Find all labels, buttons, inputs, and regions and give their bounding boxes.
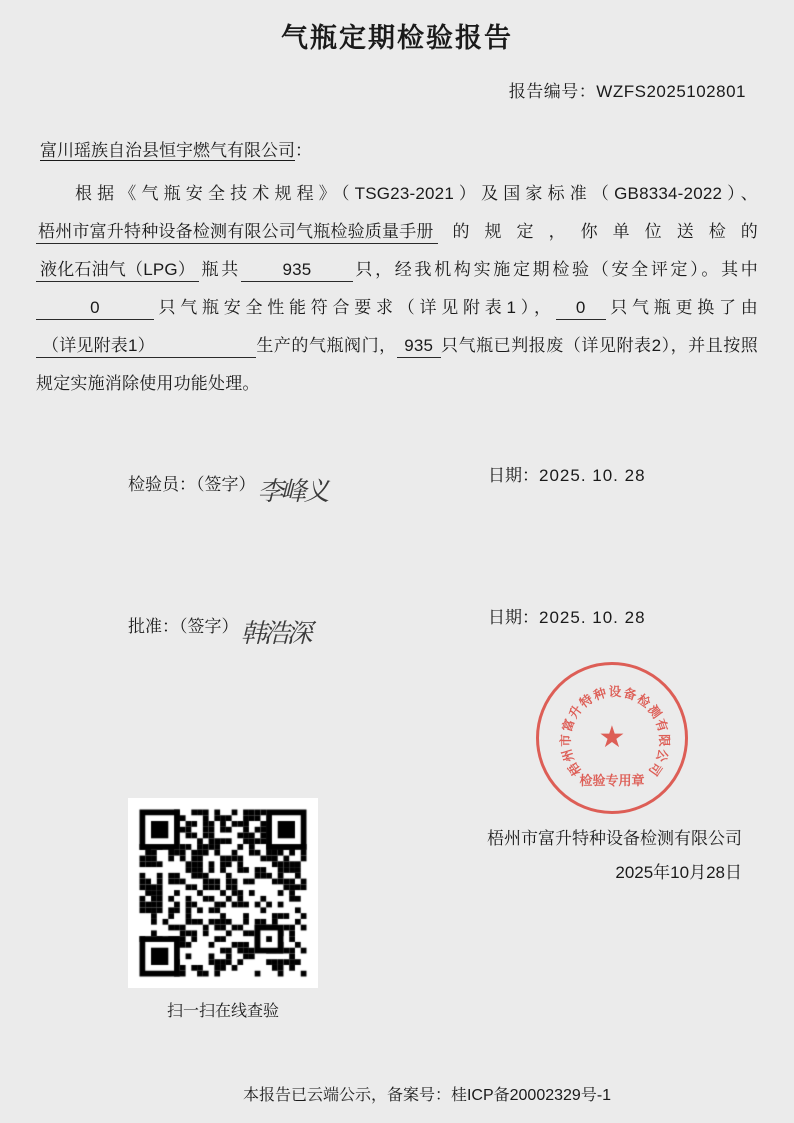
inspector-signature: 李峰义	[257, 477, 327, 507]
inspector-date	[488, 461, 646, 486]
addressee-suffix: ：	[295, 141, 312, 160]
official-seal	[536, 662, 688, 814]
body-part-4: 只，经我机构实施定期检验（安全评定）。其中	[352, 260, 758, 279]
addressee-name: 富川瑶族自治县恒宇燃气有限公司	[40, 141, 295, 160]
body-part-2: 的规定，你单位送检的	[437, 222, 758, 241]
page-title: 气瓶定期检验报告	[281, 23, 513, 54]
gas-type-field: 液化石油气（LPG）	[36, 259, 199, 282]
inspector-row	[128, 461, 646, 507]
approver-row	[128, 603, 646, 649]
quality-manual-field: 梧州市富升特种设备检测有限公司气瓶检验质量手册	[36, 221, 438, 244]
issuer-company: 梧州市富升特种设备检测有限公司	[487, 829, 742, 848]
footer-note: 本报告已云端公示，备案号：桂ICP备20002329号-1	[242, 1087, 612, 1104]
body-part-3: 瓶共	[199, 260, 241, 279]
report-number	[36, 77, 758, 102]
issuer-block	[487, 822, 742, 890]
approver-date-label: 日期：	[488, 608, 539, 627]
issuer-date: 2025年10月28日	[615, 863, 742, 882]
qr-code[interactable]	[128, 798, 318, 988]
approver-signature: 韩浩深	[240, 619, 310, 649]
seal-bottom-text: 检验专用章	[579, 773, 645, 788]
valve-manufacturer-field: （详见附表1）	[36, 335, 256, 358]
body-part-8: 只气瓶已判报废（详见附表2），并且按照规定实施消除使用功能处理。	[36, 336, 758, 393]
star-icon: ★	[598, 721, 626, 754]
inspector-label: 检验员：（签字）	[128, 475, 256, 494]
seal-arc-text: 梧 州 市 富 升 特 种 设 备 检 测 有 限 公 司	[558, 685, 672, 779]
signature-block	[36, 461, 758, 649]
body-part-7: 生产的气瓶阀门，	[256, 336, 397, 355]
report-body	[36, 175, 758, 403]
approver-date	[488, 603, 646, 628]
qr-block	[128, 798, 318, 1021]
body-part-6: 只气瓶更换了由	[605, 298, 758, 317]
approver-label: 批准：（签字）	[128, 617, 239, 636]
approver-date-value: 2025. 10. 28	[539, 608, 646, 627]
inspector-date-value: 2025. 10. 28	[539, 466, 646, 485]
body-part-5: 只气瓶安全性能符合要求（详见附表1），	[154, 298, 556, 317]
qualified-count-field: 0	[36, 297, 154, 320]
report-number-value: WZFS2025102801	[596, 82, 746, 101]
body-part-1: 根据《气瓶安全技术规程》（TSG23-2021）及国家标准（GB8334-2022）、	[70, 184, 758, 203]
scrapped-count-field: 935	[397, 335, 441, 358]
report-number-label: 报告编号：	[508, 82, 597, 101]
addressee	[40, 136, 758, 161]
total-count-field: 935	[241, 259, 353, 282]
inspector-date-label: 日期：	[488, 466, 539, 485]
valve-replaced-count-field: 0	[556, 297, 606, 320]
qr-caption: 扫一扫在线查验	[166, 1003, 279, 1020]
